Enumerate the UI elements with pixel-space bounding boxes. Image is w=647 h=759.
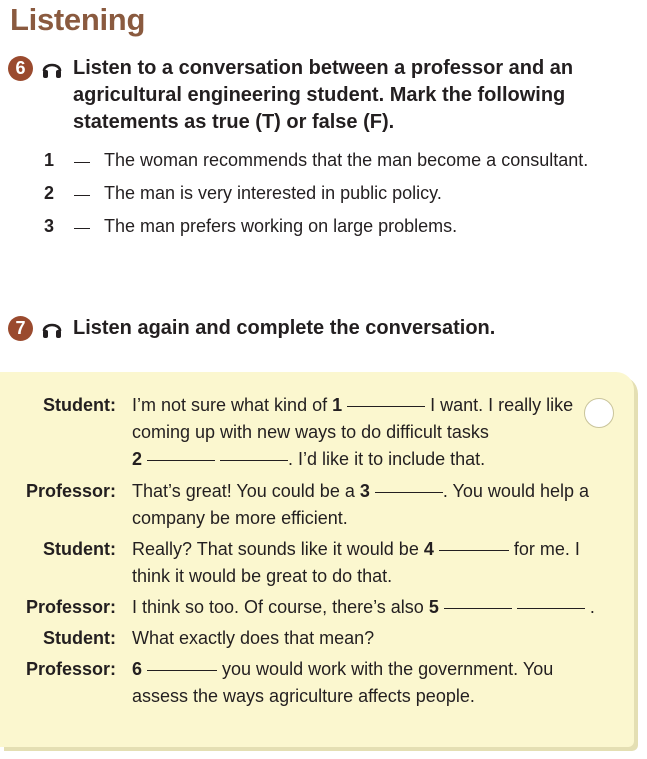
statement-number: 3 [44,216,55,236]
fill-blank[interactable] [375,491,443,493]
line-text: for me. I think it would be great to do that. [132,539,580,586]
dialogue-turn [0,625,620,652]
speaker-label: Professor: [25,597,116,617]
gap-number: 4 [423,539,434,559]
gap-number: 1 [332,395,343,415]
gap-number: 2 [132,449,143,469]
answer-blank[interactable] [74,150,104,171]
speaker-label: Student: [43,628,116,648]
line-text: . You would help a company be more efficient. [132,481,590,528]
dialogue [0,392,620,714]
line-text: I’m not sure what kind of [132,395,333,415]
exercise-7-instruction: Listen again and complete the conversation. [73,317,496,339]
line-text: I want. I really like coming up with new ways to do difficult tasks [132,395,574,442]
headphones-icon[interactable] [41,317,63,341]
statement-text: The man is very interested in public policy. [104,183,442,203]
dialogue-line [132,392,602,473]
statement-list [44,150,588,249]
gap-number: 6 [132,659,143,679]
dialogue-turn [0,478,620,532]
exercise-6-instruction: Listen to a conversation between a professor and an agricultural engineering student. Mark the following statements as true (T) or false (F). [73,57,574,133]
fill-blank[interactable] [439,549,509,551]
answer-blank[interactable] [74,183,104,204]
answer-blank[interactable] [74,216,104,237]
list-item [44,216,588,249]
headphones-icon[interactable] [41,57,63,81]
speaker-label: Student: [43,395,116,415]
statement-text: The woman recommends that the man become a consultant. [104,150,589,170]
dialogue-line [132,656,602,710]
list-item [44,183,588,216]
statement-text: The man prefers working on large problems. [104,216,458,236]
fill-blank[interactable] [444,607,512,609]
section-title: Listening [10,2,146,37]
line-text: . I’d like it to include that. [288,449,486,469]
fill-blank[interactable] [220,459,288,461]
dialogue-turn [0,656,620,710]
line-text: Really? That sounds like it would be [132,539,424,559]
dialogue-turn [0,392,620,473]
dialogue-line [132,478,602,532]
line-text: What exactly does that mean? [132,628,375,648]
exercise-number-badge: 7 [8,316,33,341]
fill-blank[interactable] [347,405,425,407]
exercise-6-header [8,55,638,136]
gap-number: 3 [359,481,370,501]
line-text: That’s great! You could be a [132,481,360,501]
statement-number: 2 [44,183,55,203]
fill-blank[interactable] [147,669,217,671]
exercise-7-header [8,315,495,342]
exercise-number-badge: 6 [8,56,33,81]
fill-blank[interactable] [517,607,585,609]
statement-number: 1 [44,150,55,170]
speaker-label: Professor: [25,481,116,501]
line-text: you would work with the government. You assess the ways agriculture affects people. [132,659,554,706]
fill-blank[interactable] [147,459,215,461]
speaker-label: Student: [43,539,116,559]
dialogue-line [132,594,602,621]
gap-number: 5 [428,597,439,617]
list-item [44,150,588,183]
dialogue-line [132,625,602,652]
line-text: I think so too. Of course, there’s also [132,597,429,617]
line-text: . [589,597,595,617]
dialogue-line [132,536,602,590]
dialogue-turn [0,594,620,621]
speaker-label: Professor: [25,659,116,679]
dialogue-turn [0,536,620,590]
